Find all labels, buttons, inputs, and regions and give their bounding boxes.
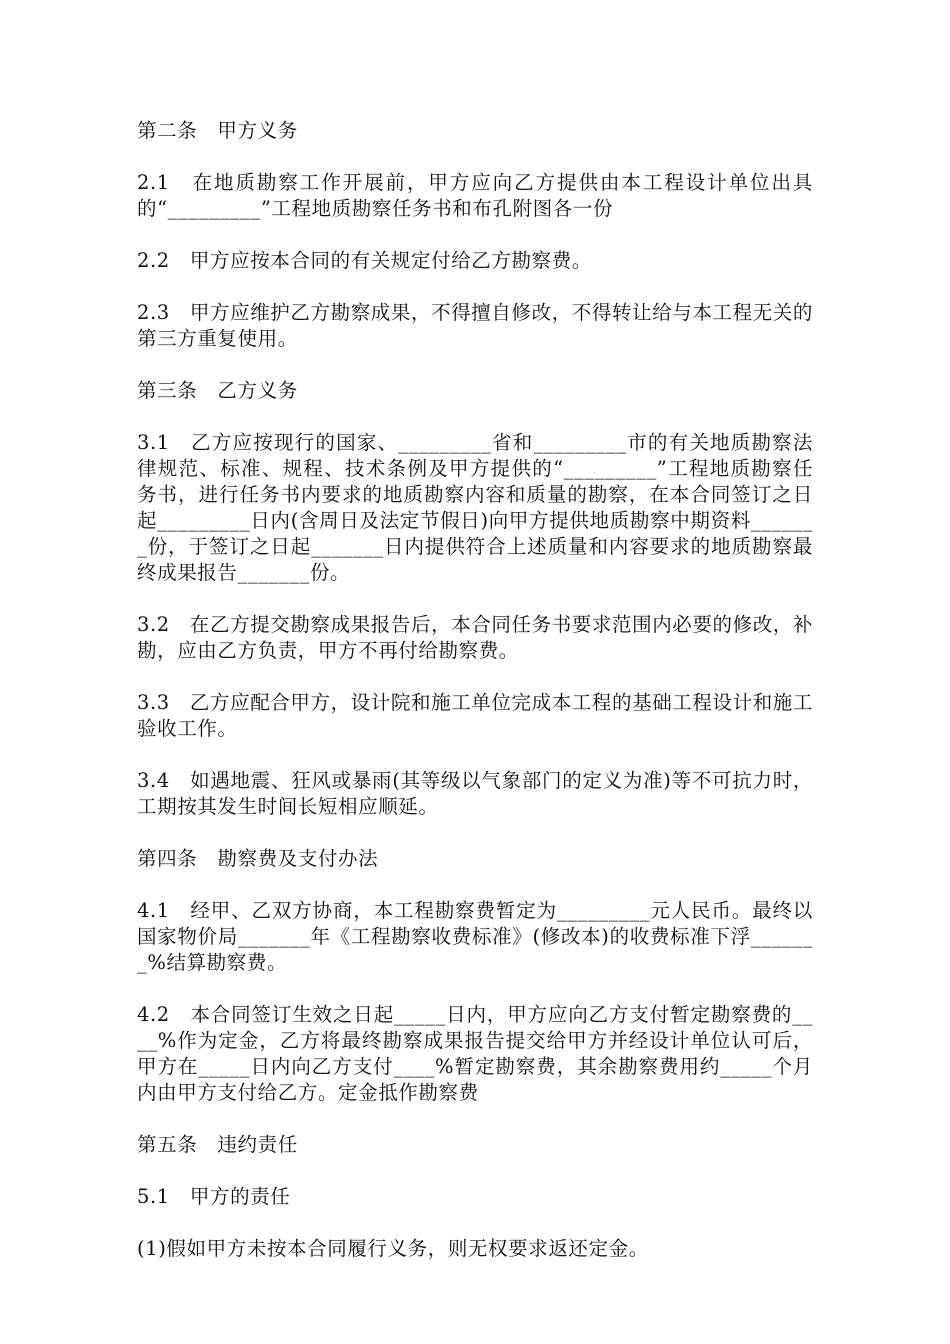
- clause-3-1: 3.1 乙方应按现行的国家、_________省和_________市的有关地质勘察法律规范、标准、规程、技术条例及甲方提供的“_________”工程地质勘察任务书，进行任务书内要求的地质勘察内容和质量的勘察，在本合同签订之日起_________日内(含周日及法定节假日)向甲方提供地质勘察中期资料_______份，于签订之日起_______日内提供符合上述质量和内容要求的地质勘察最终成果报告_______份。: [137, 431, 813, 584]
- clause-2-2: 2.2 甲方应按本合同的有关规定付给乙方勘察费。: [137, 249, 592, 272]
- section-heading-article-4: 第四条 勘察费及支付办法: [137, 847, 379, 870]
- clause-5-1-1: (1)假如甲方未按本合同履行义务，则无权要求返还定金。: [137, 1237, 649, 1260]
- section-heading-article-3: 第三条 乙方义务: [137, 379, 298, 402]
- section-heading-article-2: 第二条 甲方义务: [137, 119, 298, 142]
- clause-4-1: 4.1 经甲、乙双方协商，本工程勘察费暂定为_________元人民币。最终以国家物价局_______年《工程勘察收费标准》(修改本)的收费标准下浮_______%结算勘察费。: [137, 899, 813, 974]
- clause-2-3: 2.3 甲方应维护乙方勘察成果，不得擅自修改，不得转让给与本工程无关的第三方重复使用。: [137, 301, 814, 350]
- clause-3-2: 3.2 在乙方提交勘察成果报告后，本合同任务书要求范围内必要的修改，补勘，应由乙方负责，甲方不再付给勘察费。: [137, 613, 814, 662]
- document-body: [137, 118, 813, 1288]
- subsection-heading-5-1: 5.1 甲方的责任: [137, 1185, 291, 1208]
- clause-3-4: 3.4 如遇地震、狂风或暴雨(其等级以气象部门的定义为准)等不可抗力时，工期按其发生时间长短相应顺延。: [137, 769, 813, 818]
- clause-3-3: 3.3 乙方应配合甲方，设计院和施工单位完成本工程的基础工程设计和施工验收工作。: [137, 691, 814, 740]
- clause-2-1: 2.1 在地质勘察工作开展前，甲方应向乙方提供由本工程设计单位出具的“_________”工程地质勘察任务书和布孔附图各一份: [137, 171, 813, 220]
- section-heading-article-5: 第五条 违约责任: [137, 1133, 298, 1156]
- clause-4-2: 4.2 本合同签订生效之日起_____日内，甲方应向乙方支付暂定勘察费的____%作为定金，乙方将最终勘察成果报告提交给甲方并经设计单位认可后，甲方在_____日内向乙方支付____%暂定勘察费，其余勘察费用约_____个月内由甲方支付给乙方。定金抵作勘察费: [137, 1003, 813, 1104]
